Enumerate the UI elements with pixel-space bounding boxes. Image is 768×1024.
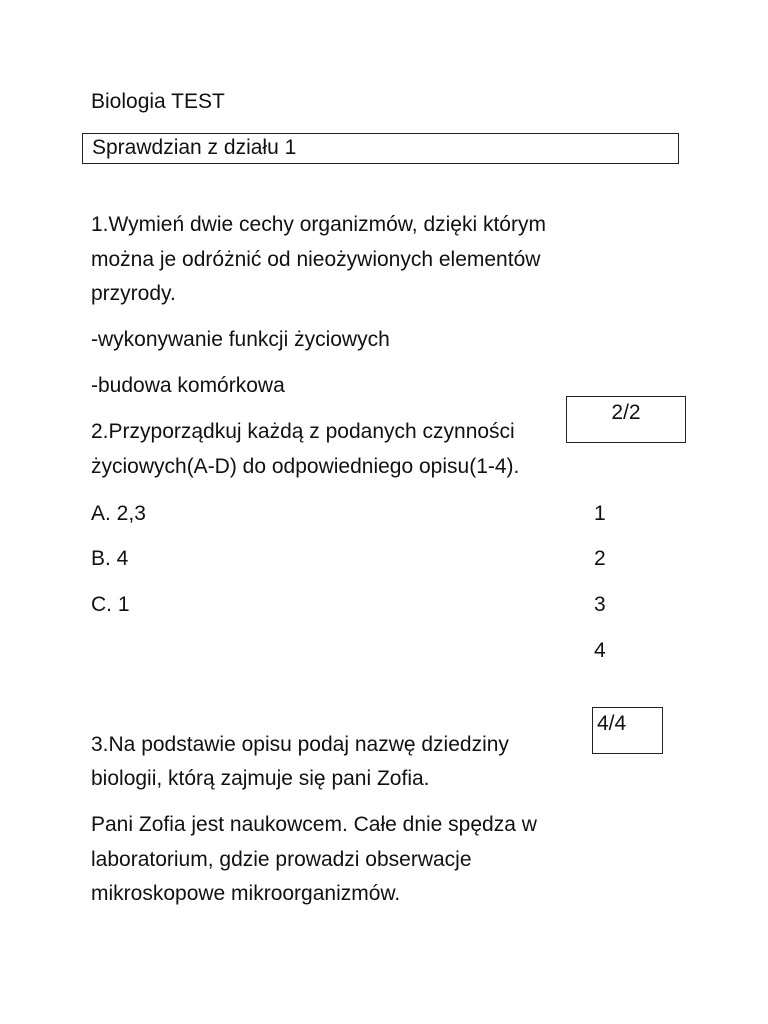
q1-answer-1: -wykonywanie funkcji życiowych bbox=[91, 328, 390, 351]
q2-number-3: 3 bbox=[594, 593, 606, 616]
q3-line-2: biologii, którą zajmuje się pani Zofia. bbox=[91, 767, 430, 790]
q2-answer-c: C. 1 bbox=[91, 593, 130, 616]
q1-score-box bbox=[566, 396, 686, 443]
q2-answer-a: A. 2,3 bbox=[91, 502, 146, 525]
q1-line-1: 1.Wymień dwie cechy organizmów, dzięki którym bbox=[91, 213, 546, 236]
q3-score-box bbox=[592, 707, 663, 754]
subtitle-box bbox=[82, 133, 679, 164]
q3-description-line-3: mikroskopowe mikroorganizmów. bbox=[91, 882, 401, 905]
document-title: Biologia TEST bbox=[91, 90, 225, 113]
q2-answer-b: B. 4 bbox=[91, 547, 129, 570]
q2-line-1: 2.Przyporządkuj każdą z podanych czynności bbox=[91, 420, 515, 443]
q3-description-line-2: laboratorium, gdzie prowadzi obserwacje bbox=[91, 848, 472, 871]
q2-number-4: 4 bbox=[594, 639, 606, 662]
q2-number-2: 2 bbox=[594, 547, 606, 570]
q3-description-line-1: Pani Zofia jest naukowcem. Całe dnie spędza w bbox=[91, 813, 537, 836]
q2-number-1: 1 bbox=[594, 502, 606, 525]
q1-line-2: można je odróżnić od nieożywionych elementów bbox=[91, 248, 541, 271]
q1-answer-2: -budowa komórkowa bbox=[91, 374, 285, 397]
subtitle-text: Sprawdzian z działu 1 bbox=[92, 136, 297, 159]
q2-line-2: życiowych(A-D) do odpowiedniego opisu(1-4). bbox=[91, 455, 520, 478]
q1-line-3: przyrody. bbox=[91, 282, 176, 305]
q1-score: 2/2 bbox=[611, 401, 641, 424]
q3-score: 4/4 bbox=[597, 712, 627, 735]
q3-line-1: 3.Na podstawie opisu podaj nazwę dziedziny bbox=[91, 733, 509, 756]
